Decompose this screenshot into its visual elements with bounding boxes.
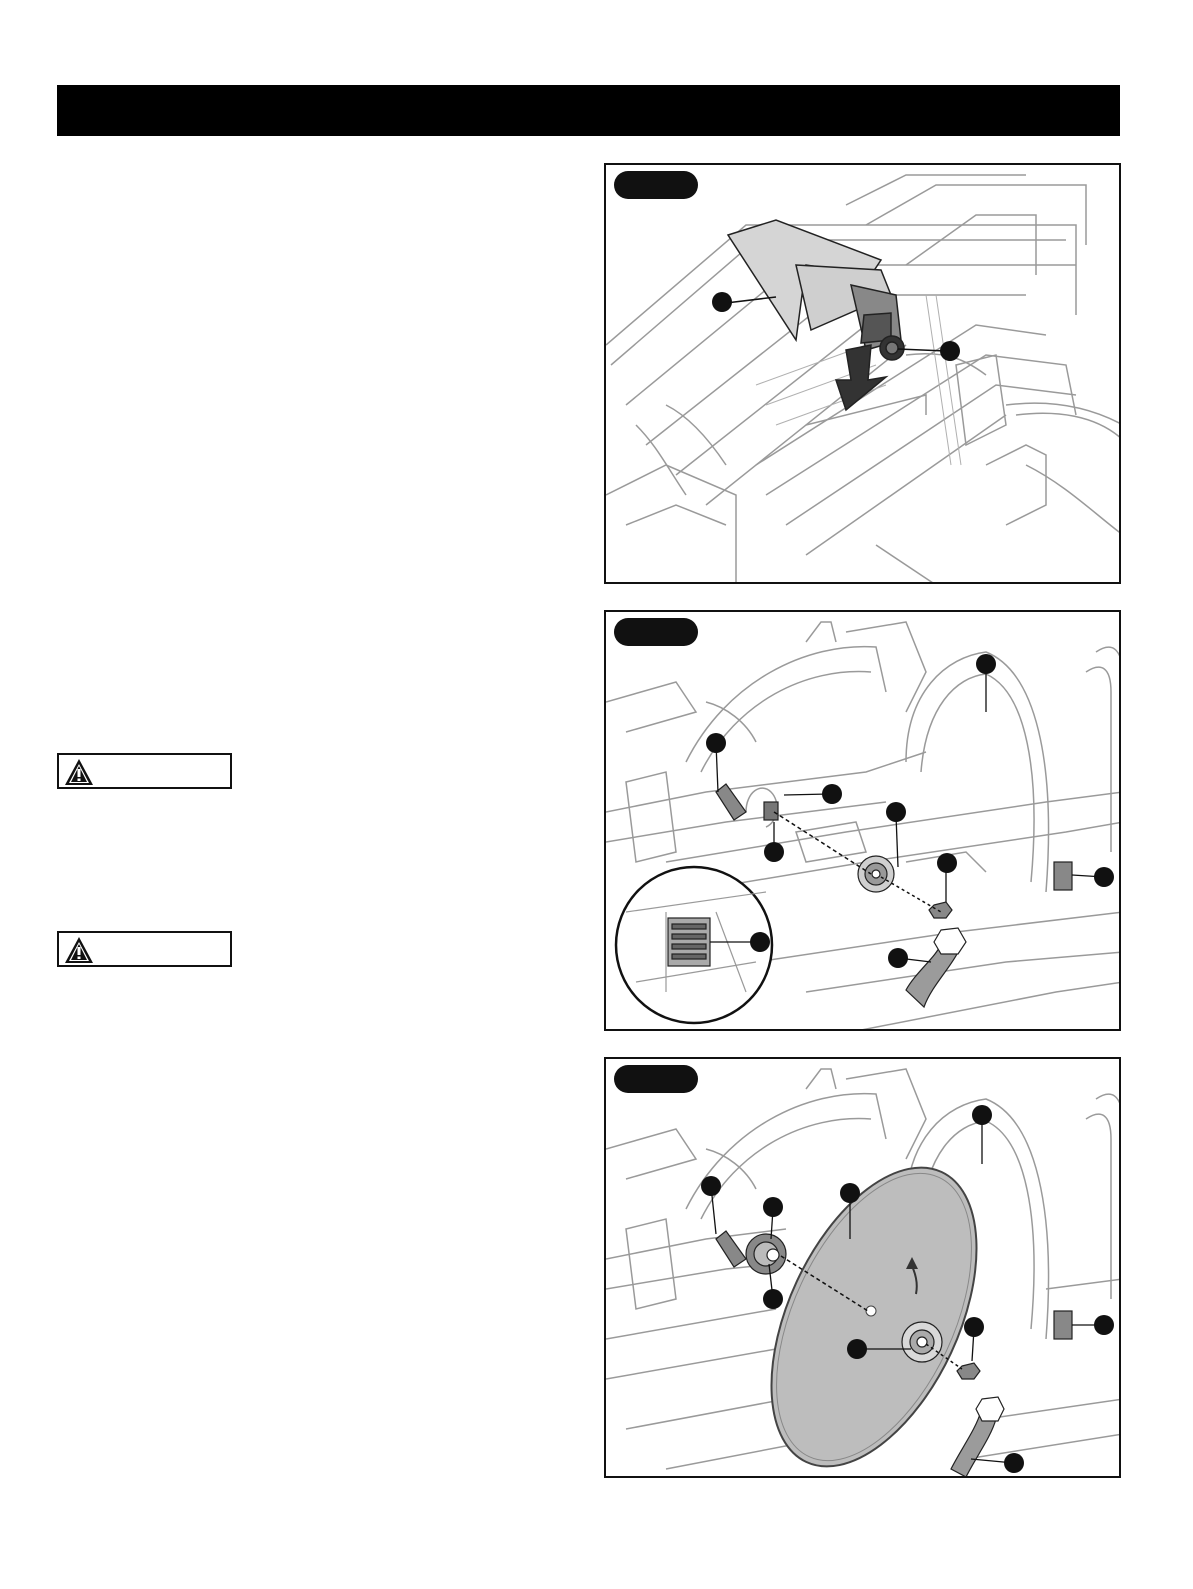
callout-marker-5 [886, 802, 906, 822]
blade-guard-illustration [606, 612, 1121, 1031]
figure-miter-gauge [604, 163, 1121, 584]
figure-label-tab-2 [614, 618, 698, 646]
warning-triangle-icon [63, 757, 95, 787]
callout-marker-2 [706, 733, 726, 753]
callout-marker-6 [937, 853, 957, 873]
callout-marker-7 [964, 1317, 984, 1337]
callout-marker-1 [712, 292, 732, 312]
callout-marker-8 [1094, 1315, 1114, 1335]
callout-marker-3 [763, 1197, 783, 1217]
callout-marker-4 [840, 1183, 860, 1203]
callout-marker-1 [976, 654, 996, 674]
callout-marker-9 [888, 948, 908, 968]
callout-marker-2 [701, 1176, 721, 1196]
figure-blade-install [604, 1057, 1121, 1478]
callout-marker-6 [847, 1339, 867, 1359]
blade-install-illustration [606, 1059, 1121, 1478]
warning-box-1 [57, 753, 232, 789]
figure-blade-guard [604, 610, 1121, 1031]
callout-marker-7 [1094, 867, 1114, 887]
callout-marker-9 [1004, 1453, 1024, 1473]
callout-marker-5 [763, 1289, 783, 1309]
warning-box-2 [57, 931, 232, 967]
callout-marker-4 [764, 842, 784, 862]
callout-marker-3 [822, 784, 842, 804]
section-header-bar [57, 85, 1120, 136]
callout-marker-1 [972, 1105, 992, 1125]
miter-gauge-illustration [606, 165, 1121, 584]
warning-triangle-icon [63, 935, 95, 965]
figure-label-tab-3 [614, 1065, 698, 1093]
callout-marker-8 [750, 932, 770, 952]
callout-marker-2 [940, 341, 960, 361]
figure-label-tab-1 [614, 171, 698, 199]
